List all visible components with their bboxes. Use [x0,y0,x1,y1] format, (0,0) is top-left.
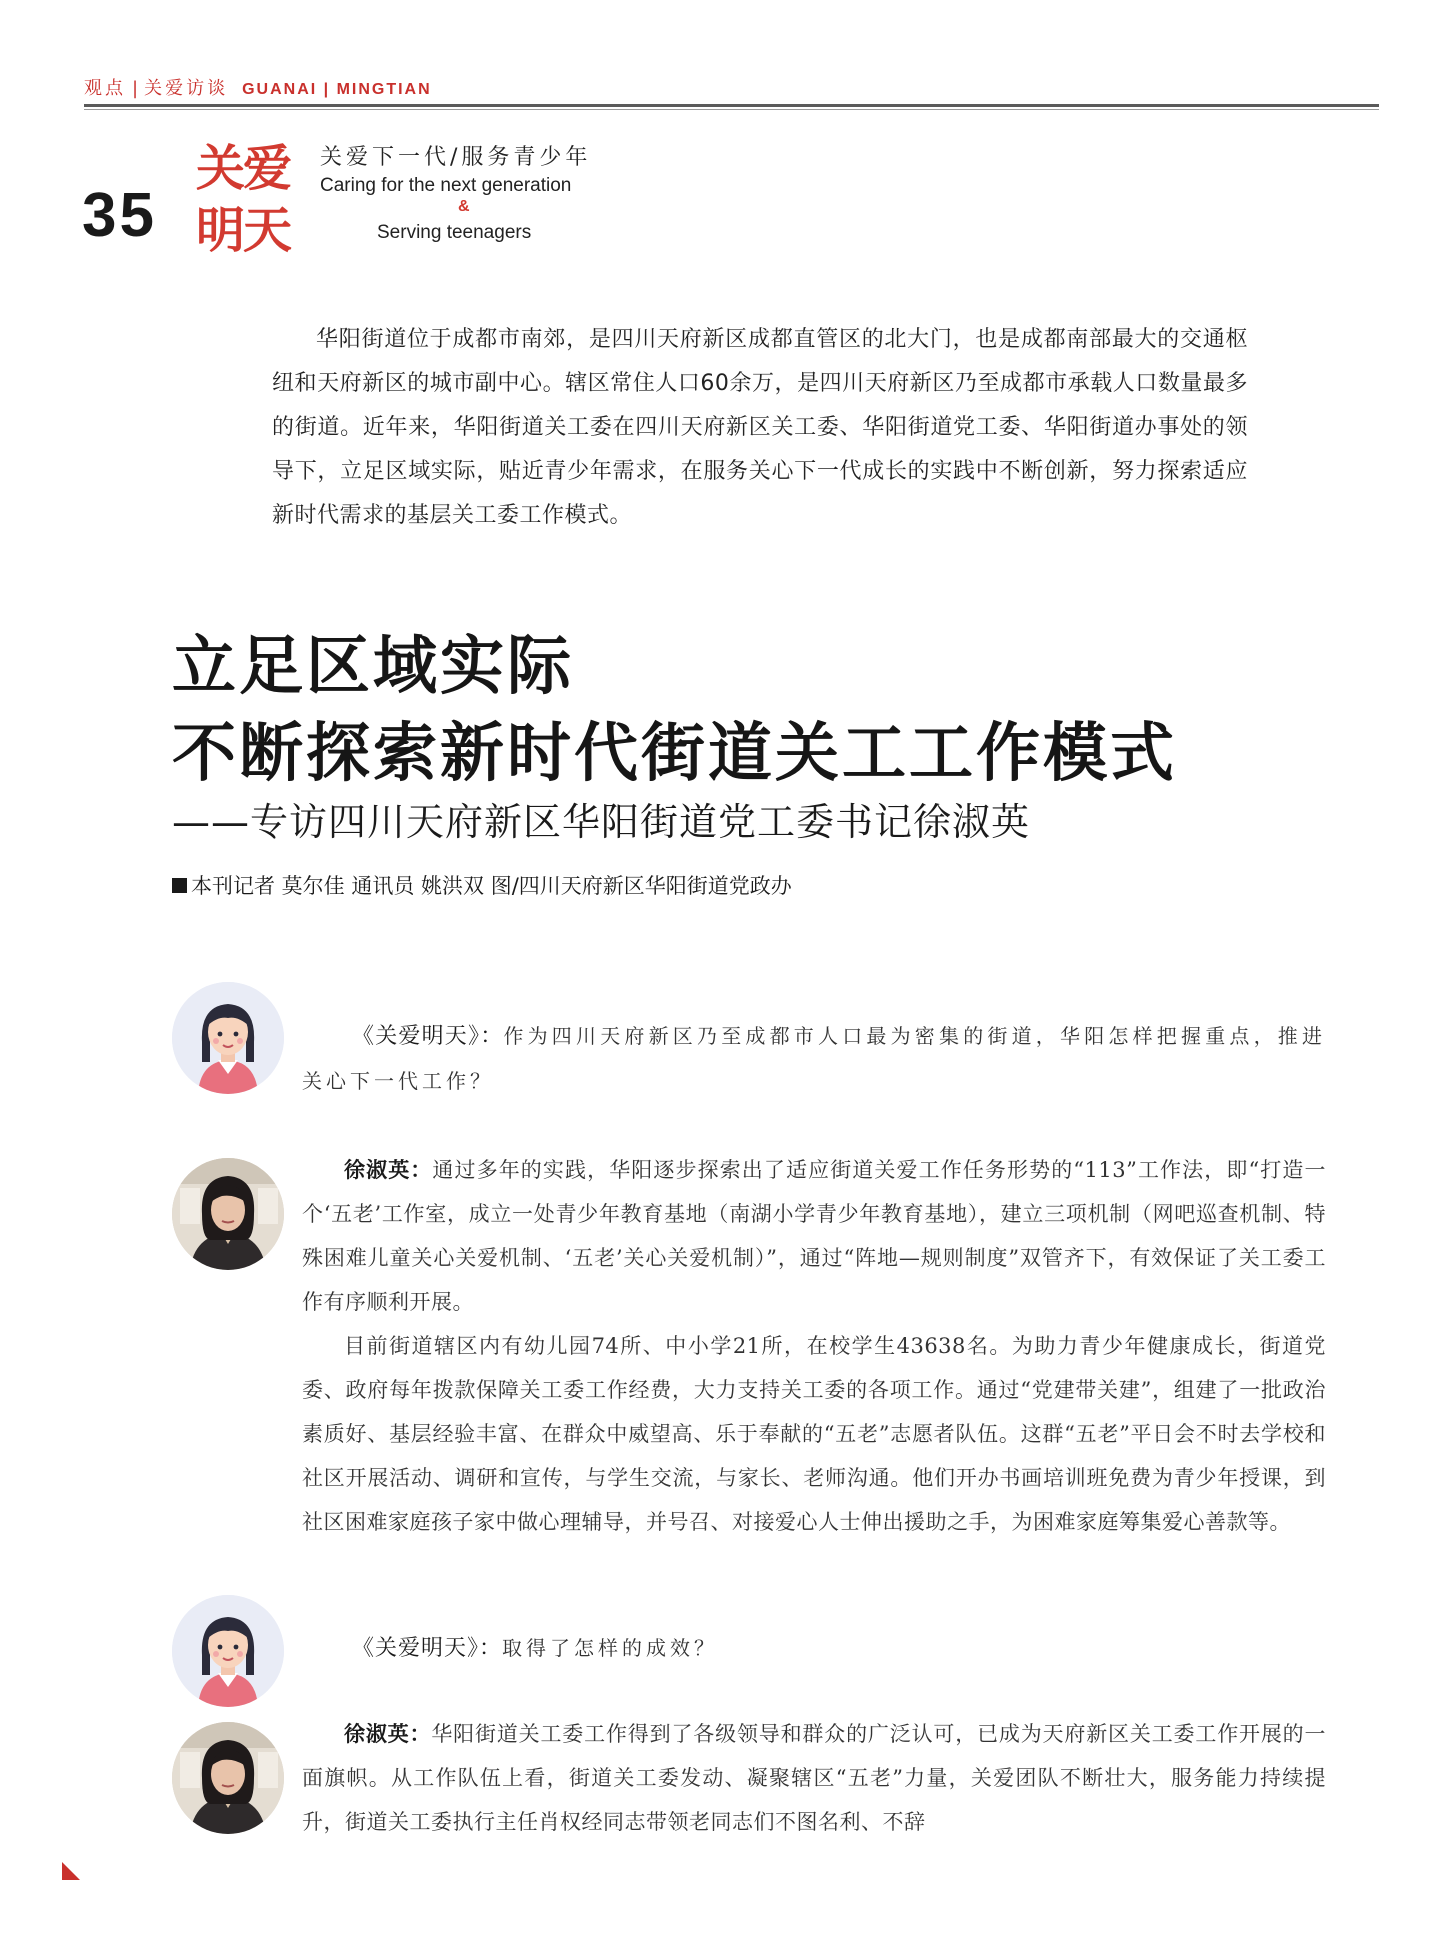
logo-line-1: 关爱 [196,140,291,197]
header-divider: | [132,78,139,99]
column-logo [196,138,296,262]
header-rule [84,104,1379,107]
slogan-chinese: 关爱下一代/服务青少年 [320,145,592,170]
logo-line-2: 明天 [196,202,291,259]
answer-2-paragraph-1: 徐淑英：华阳街道关工委工作得到了各级领导和群众的广泛认可，已成为天府新区关工委工作开展的一面旗帜。从工作队伍上看，街道关工委发动、凝聚辖区“五老”力量，关爱团队不断壮大，服务能力持续提升，街道关工委执行主任肖权经同志带领老同志们不图名利、不辞 [302,1722,1327,1834]
interviewee-portrait-icon [172,1722,284,1834]
interviewer-avatar [172,982,284,1094]
question-1-speaker: 《关爱明天》： [352,1024,504,1049]
question-1-text: 作为四川天府新区乃至成都市人口最为密集的街道，华阳怎样把握重点，推进关心下一代工作？ [302,1024,1326,1093]
cartoon-woman-icon [172,1595,284,1707]
answer-1-paragraph-1: 徐淑英：通过多年的实践，华阳逐步探索出了适应街道关爱工作任务形势的“113”工作法，即“打造一个‘五老’工作室，成立一处青少年教育基地（南湖小学青少年教育基地），建立三项机制（网吧巡查机制、特殊困难儿童关心关爱机制、‘五老’关心关爱机制）”，通过“阵地—规则制度”双管齐下，有效保证了关工委工作有序顺利开展。 [302,1158,1326,1314]
section-header [84,74,432,100]
article-title-line-1: 立足区域实际 [172,629,574,704]
header-rule-thin [84,109,1379,110]
interviewer-avatar-2 [172,1595,284,1707]
byline-square-icon [172,878,187,893]
answer-2-speaker: 徐淑英： [344,1722,432,1746]
answer-1-paragraph-2: 目前街道辖区内有幼儿园74所、中小学21所，在校学生43638名。为助力青少年健康成长，街道党委、政府每年拨款保障关工委工作经费，大力支持关工委的各项工作。通过“党建带关建”，组建了一批政治素质好、基层经验丰富、在群众中威望高、乐于奉献的“五老”志愿者队伍。这群“五老”平日会不时去学校和社区开展活动、调研和宣传，与学生交流，与家长、老师沟通。他们开办书画培训班免费为青少年授课，到社区困难家庭孩子家中做心理辅导，并号召、对接爱心人士伸出援助之手，为困难家庭筹集爱心善款等。 [302,1334,1326,1534]
question-1 [302,1014,1326,1103]
header-english: GUANAI | MINGTIAN [242,81,432,98]
page-number: 35 [82,181,157,250]
subsection-label: 关爱访谈 [144,78,229,99]
answer-1 [302,1148,1326,1544]
byline-text: 本刊记者 莫尔佳 通讯员 姚洪双 图/四川天府新区华阳街道党政办 [191,874,792,898]
answer-1-speaker: 徐淑英： [344,1158,433,1182]
question-2-text: 取得了怎样的成效？ [502,1636,719,1660]
intro-paragraph: 华阳街道位于成都市南郊，是四川天府新区成都直管区的北大门，也是成都南部最大的交通枢纽和天府新区的城市副中心。辖区常住人口60余万，是四川天府新区乃至成都市承载人口数量最多的街道。近年来，华阳街道关工委在四川天府新区关工委、华阳街道党工委、华阳街道办事处的领导下，立足区域实际，贴近青少年需求，在服务关心下一代成长的实践中不断创新，努力探索适应新时代需求的基层关工委工作模式。 [272,327,1248,528]
byline [172,870,792,900]
slogan-ampersand: & [458,198,470,215]
interviewee-photo [172,1158,284,1270]
question-2-speaker: 《关爱明天》： [352,1636,503,1661]
cartoon-woman-icon [172,982,284,1094]
slogan-english-2: Serving teenagers [377,222,532,243]
interviewee-portrait-icon [172,1158,284,1270]
interviewee-photo-2 [172,1722,284,1834]
question-2 [302,1626,1326,1671]
article-title-line-2: 不断探索新时代街道关工工作模式 [172,716,1177,791]
section-label: 观点 [84,78,126,99]
slogan-english-1: Caring for the next generation [320,175,572,196]
page-corner-mark [62,1862,80,1880]
answer-2 [302,1712,1326,1844]
article-subtitle: ——专访四川天府新区华阳街道党工委书记徐淑英 [172,800,1031,844]
